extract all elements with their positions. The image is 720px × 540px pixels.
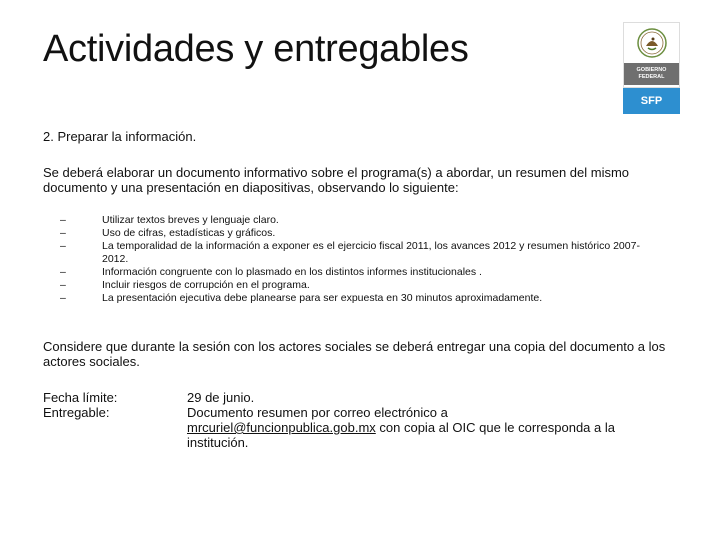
eagle-seal-icon [636,27,668,59]
deliverable-row [43,405,663,450]
details-block [43,390,663,450]
bullet-marker: – [60,279,66,291]
government-logo [623,22,680,114]
logo-seal-panel [623,22,680,88]
deliverable-suffix: con copia al OIC que le corresponda a la institución. [187,420,615,450]
bullet-marker: – [60,227,66,239]
agency-badge: SFP [623,88,680,114]
bullet-marker: – [60,266,66,278]
deliverable-prefix: Documento resumen por correo electrónico a [187,405,448,420]
list-item [60,227,650,240]
bullet-marker: – [60,214,66,226]
deliverable-label: Entregable: [43,405,110,420]
list-item-text: Uso de cifras, estadísticas y gráficos. [102,227,276,239]
requirements-list [60,214,650,305]
list-item-text: Información congruente con lo plasmado en los distintos informes institucionales . [102,266,482,278]
deliverable-value [187,405,663,450]
list-item [60,292,650,305]
intro-paragraph: Se deberá elaborar un documento informativo sobre el programa(s) a abordar, un resumen del mismo documento y una presentación en diapositivas, observando lo siguiente: [43,165,630,195]
deadline-label: Fecha límite: [43,390,118,405]
list-item [60,240,650,266]
logo-line-1: GOBIERNO [636,67,667,73]
list-item-text: Utilizar textos breves y lenguaje claro. [102,214,279,226]
deadline-value: 29 de junio. [187,390,255,405]
bullet-marker: – [60,292,66,304]
list-item-text: La temporalidad de la información a exponer es el ejercicio fiscal 2011, los avances 2012 y resumen histórico 2007-2012. [102,240,640,265]
closing-paragraph: Considere que durante la sesión con los actores sociales se deberá entregar una copia del documento a los actores sociales. [43,339,666,369]
page-title: Actividades y entregables [43,28,469,70]
list-item-text: La presentación ejecutiva debe planearse para ser expuesta en 30 minutos aproximadamente. [102,292,543,304]
logo-line-2: FEDERAL [638,74,665,80]
email-link[interactable]: mrcuriel@funcionpublica.gob.mx [187,420,376,435]
section-title: 2. Preparar la información. [43,129,197,144]
list-item [60,266,650,279]
logo-text-bar [624,63,679,85]
list-item [60,214,650,227]
list-item [60,279,650,292]
list-item-text: Incluir riesgos de corrupción en el programa. [102,279,310,291]
bullet-marker: – [60,240,66,252]
deadline-row [43,390,663,405]
